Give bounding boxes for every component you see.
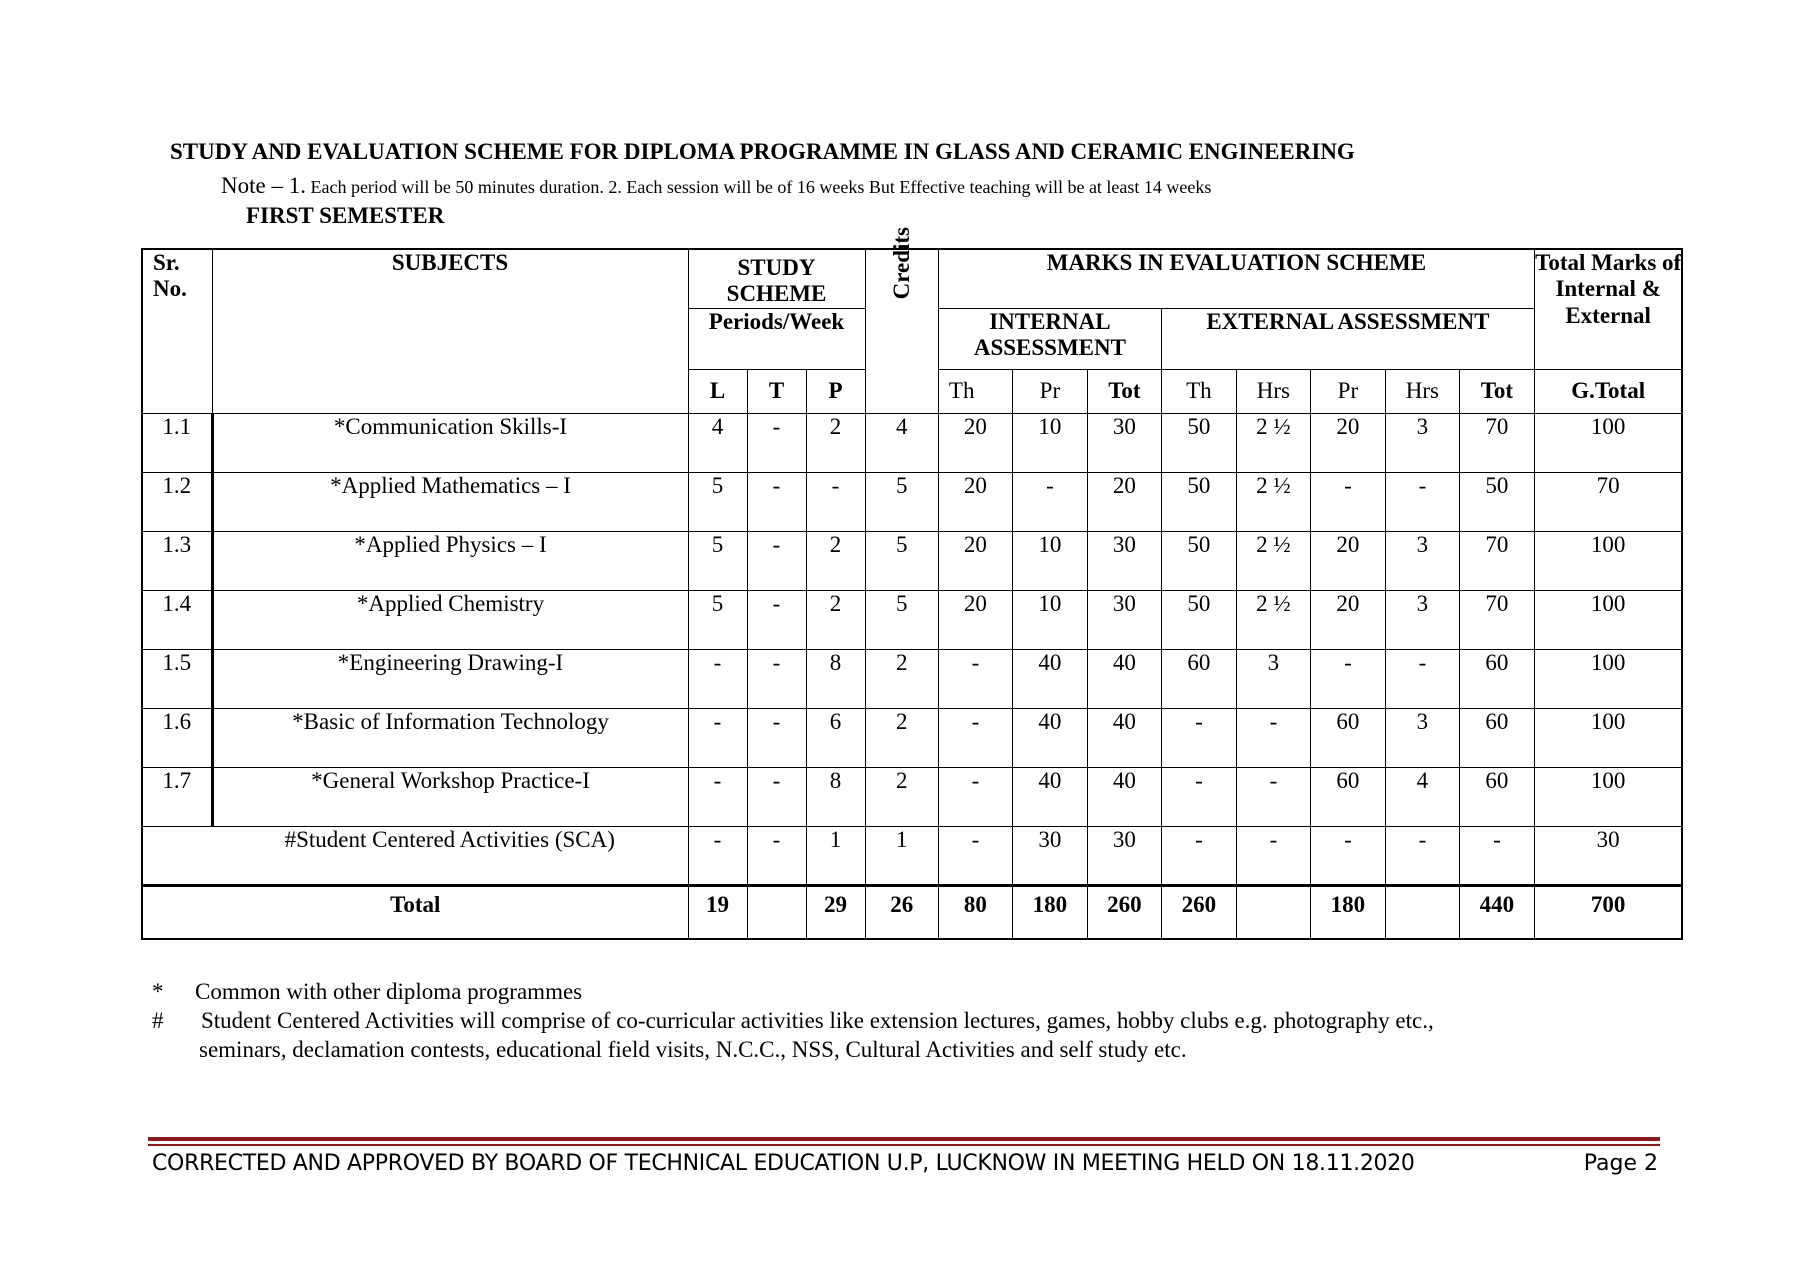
cell-ext-tot: 70 [1459,531,1534,590]
cell-sr: 1.3 [142,531,212,590]
cell-ext-pr: 20 [1310,413,1385,472]
cell-ext-tot: 60 [1459,767,1534,826]
cell-int-th: 20 [938,472,1012,531]
cell-int-tot: 40 [1087,767,1161,826]
cell-int-tot: 30 [1087,531,1161,590]
cell-sr: 1.7 [142,767,212,826]
cell-L: - [688,649,747,708]
table-row [142,708,1682,767]
cell-int-pr: 10 [1012,413,1087,472]
header-ext-pr: Pr [1310,369,1385,413]
cell-g-total: 100 [1534,531,1682,590]
cell-sr: 1.6 [142,708,212,767]
table-row [142,767,1682,826]
cell-int-pr: 40 [1012,649,1087,708]
cell-credits: 2 [865,767,938,826]
cell-L: 4 [688,413,747,472]
total-label: Total [142,885,688,939]
header-ext-th: Th [1161,369,1236,413]
total-P: 29 [806,885,865,939]
cell-ext-th: - [1161,826,1236,885]
cell-subject: *Applied Physics – I [212,531,688,590]
note-body: Each period will be 50 minutes duration. 2. Each session will be of 16 weeks But Effective teaching will be at least 14 weeks [305,177,1212,197]
total-g-total: 700 [1534,885,1682,939]
header-int-tot: Tot [1087,369,1161,413]
cell-ext-hrs2: 3 [1385,590,1459,649]
cell-T: - [747,649,806,708]
cell-ext-th: 50 [1161,472,1236,531]
header-int-th: Th [938,369,1012,413]
cell-int-tot: 20 [1087,472,1161,531]
cell-int-tot: 40 [1087,708,1161,767]
cell-int-pr: 30 [1012,826,1087,885]
cell-ext-hrs1: - [1236,708,1310,767]
header-study-scheme: STUDY SCHEME [688,249,865,308]
table-row [142,590,1682,649]
table-row [142,472,1682,531]
header-p: P [806,369,865,413]
footnotes [152,977,1434,1064]
total-L: 19 [688,885,747,939]
cell-ext-hrs1: - [1236,826,1310,885]
cell-int-th: - [938,649,1012,708]
footnote-hash-text-1: Student Centered Activities will comprise of co-curricular activities like extension lectures, games, hobby clubs e.g. photography etc., [201,1008,1434,1033]
cell-credits: 2 [865,649,938,708]
cell-L: 5 [688,531,747,590]
cell-ext-pr: - [1310,826,1385,885]
credits-label: Credits [888,227,914,300]
header-external-assessment: EXTERNAL ASSESSMENT [1161,308,1534,369]
cell-sr: 1.5 [142,649,212,708]
cell-ext-th: 50 [1161,590,1236,649]
total-int-th: 80 [938,885,1012,939]
cell-g-total: 100 [1534,590,1682,649]
cell-T: - [747,531,806,590]
cell-int-th: - [938,708,1012,767]
header-ext-hrs-1: Hrs [1236,369,1310,413]
document-title: STUDY AND EVALUATION SCHEME FOR DIPLOMA PROGRAMME IN GLASS AND CERAMIC ENGINEERING [170,139,1355,164]
cell-credits: 2 [865,708,938,767]
footnote-star-mark: * [152,979,164,1004]
cell-credits: 4 [865,413,938,472]
page-number: Page 2 [1583,1151,1658,1176]
cell-ext-hrs1: 3 [1236,649,1310,708]
table-row [142,531,1682,590]
cell-int-th: 20 [938,590,1012,649]
header-int-pr: Pr [1012,369,1087,413]
cell-ext-th: 60 [1161,649,1236,708]
cell-P: 2 [806,590,865,649]
cell-int-tot: 30 [1087,413,1161,472]
cell-ext-hrs1: 2 ½ [1236,472,1310,531]
footnote-hash-continued: seminars, declamation contests, educational field visits, N.C.C., NSS, Cultural Activities and self study etc. [199,1037,1187,1062]
cell-P: - [806,472,865,531]
header-subjects: SUBJECTS [212,249,688,413]
cell-ext-pr: 20 [1310,590,1385,649]
cell-int-tot: 30 [1087,590,1161,649]
cell-g-total: 100 [1534,708,1682,767]
cell-g-total: 100 [1534,649,1682,708]
cell-ext-hrs2: - [1385,472,1459,531]
cell-P: 2 [806,413,865,472]
footnote-star-text: Common with other diploma programmes [195,979,583,1004]
cell-credits: 1 [865,826,938,885]
footnote-star [152,977,1434,1006]
cell-T: - [747,413,806,472]
footer-approval-text: CORRECTED AND APPROVED BY BOARD OF TECHNICAL EDUCATION U.P, LUCKNOW IN MEETING HELD ON 18.11.2020 [152,1151,1415,1176]
cell-ext-hrs1: 2 ½ [1236,413,1310,472]
footnote-hash-mark: # [152,1008,164,1033]
cell-subject: *Basic of Information Technology [212,708,688,767]
total-credits: 26 [865,885,938,939]
footnote-hash [152,1006,1434,1035]
cell-int-tot: 30 [1087,826,1161,885]
header-sr-no: Sr. No. [142,249,212,413]
cell-ext-pr: - [1310,472,1385,531]
evaluation-scheme-table [141,227,1683,940]
cell-L: 5 [688,590,747,649]
cell-ext-tot: 70 [1459,590,1534,649]
cell-ext-tot: - [1459,826,1534,885]
table-row [142,826,1682,885]
cell-g-total: 100 [1534,413,1682,472]
header-total-marks: Total Marks of Internal & External [1534,249,1682,369]
cell-ext-hrs1: 2 ½ [1236,590,1310,649]
cell-g-total: 70 [1534,472,1682,531]
cell-ext-hrs2: 3 [1385,531,1459,590]
cell-credits: 5 [865,531,938,590]
cell-subject: #Student Centered Activities (SCA) [212,826,688,885]
note-prefix: Note – 1. [221,173,306,198]
cell-ext-pr: 60 [1310,767,1385,826]
cell-subject: *General Workshop Practice-I [212,767,688,826]
cell-subject: *Engineering Drawing-I [212,649,688,708]
cell-P: 8 [806,649,865,708]
cell-ext-th: - [1161,767,1236,826]
cell-int-tot: 40 [1087,649,1161,708]
note-text [221,173,1211,199]
footer-rule-thick [148,1137,1660,1141]
table-body [142,413,1682,939]
cell-ext-tot: 60 [1459,649,1534,708]
cell-T: - [747,767,806,826]
cell-ext-hrs2: 3 [1385,413,1459,472]
total-ext-pr: 180 [1310,885,1385,939]
cell-P: 2 [806,531,865,590]
header-internal-assessment: INTERNAL ASSESSMENT [938,308,1161,369]
cell-int-pr: 40 [1012,708,1087,767]
cell-subject: *Communication Skills-I [212,413,688,472]
total-T [747,885,806,939]
header-marks-evaluation: MARKS IN EVALUATION SCHEME [938,249,1534,308]
cell-L: - [688,708,747,767]
cell-ext-th: 50 [1161,531,1236,590]
total-ext-hrs1 [1236,885,1310,939]
cell-sr [142,826,212,885]
cell-L: 5 [688,472,747,531]
header-l: L [688,369,747,413]
cell-T: - [747,472,806,531]
cell-L: - [688,826,747,885]
total-ext-tot: 440 [1459,885,1534,939]
cell-subject: *Applied Chemistry [212,590,688,649]
header-ext-hrs-2: Hrs [1385,369,1459,413]
cell-ext-hrs2: 3 [1385,708,1459,767]
cell-ext-th: 50 [1161,413,1236,472]
cell-subject: *Applied Mathematics – I [212,472,688,531]
cell-int-th: - [938,826,1012,885]
cell-g-total: 100 [1534,767,1682,826]
cell-int-th: - [938,767,1012,826]
cell-ext-hrs2: 4 [1385,767,1459,826]
cell-int-th: 20 [938,413,1012,472]
header-g-total: G.Total [1534,369,1682,413]
footer-rule-thin [148,1144,1660,1146]
header-t: T [747,369,806,413]
cell-P: 1 [806,826,865,885]
cell-ext-hrs2: - [1385,826,1459,885]
cell-sr: 1.1 [142,413,212,472]
cell-credits: 5 [865,590,938,649]
cell-g-total: 30 [1534,826,1682,885]
cell-ext-pr: - [1310,649,1385,708]
header-ext-tot: Tot [1459,369,1534,413]
cell-ext-tot: 50 [1459,472,1534,531]
total-row [142,885,1682,939]
cell-ext-th: - [1161,708,1236,767]
cell-T: - [747,826,806,885]
cell-int-pr: 10 [1012,590,1087,649]
cell-int-pr: 40 [1012,767,1087,826]
table-row [142,413,1682,472]
total-ext-th: 260 [1161,885,1236,939]
cell-L: - [688,767,747,826]
header-credits [865,227,938,413]
cell-int-th: 20 [938,531,1012,590]
cell-ext-tot: 70 [1459,413,1534,472]
cell-ext-hrs1: 2 ½ [1236,531,1310,590]
cell-P: 6 [806,708,865,767]
cell-sr: 1.4 [142,590,212,649]
cell-int-pr: - [1012,472,1087,531]
cell-ext-hrs2: - [1385,649,1459,708]
cell-int-pr: 10 [1012,531,1087,590]
semester-heading: FIRST SEMESTER [246,203,445,228]
cell-sr: 1.2 [142,472,212,531]
cell-ext-hrs1: - [1236,767,1310,826]
cell-P: 8 [806,767,865,826]
cell-ext-tot: 60 [1459,708,1534,767]
cell-ext-pr: 60 [1310,708,1385,767]
total-int-tot: 260 [1087,885,1161,939]
cell-T: - [747,590,806,649]
header-periods-week: Periods/Week [688,308,865,369]
table-row [142,649,1682,708]
cell-credits: 5 [865,472,938,531]
total-int-pr: 180 [1012,885,1087,939]
cell-T: - [747,708,806,767]
total-ext-hrs2 [1385,885,1459,939]
cell-ext-pr: 20 [1310,531,1385,590]
